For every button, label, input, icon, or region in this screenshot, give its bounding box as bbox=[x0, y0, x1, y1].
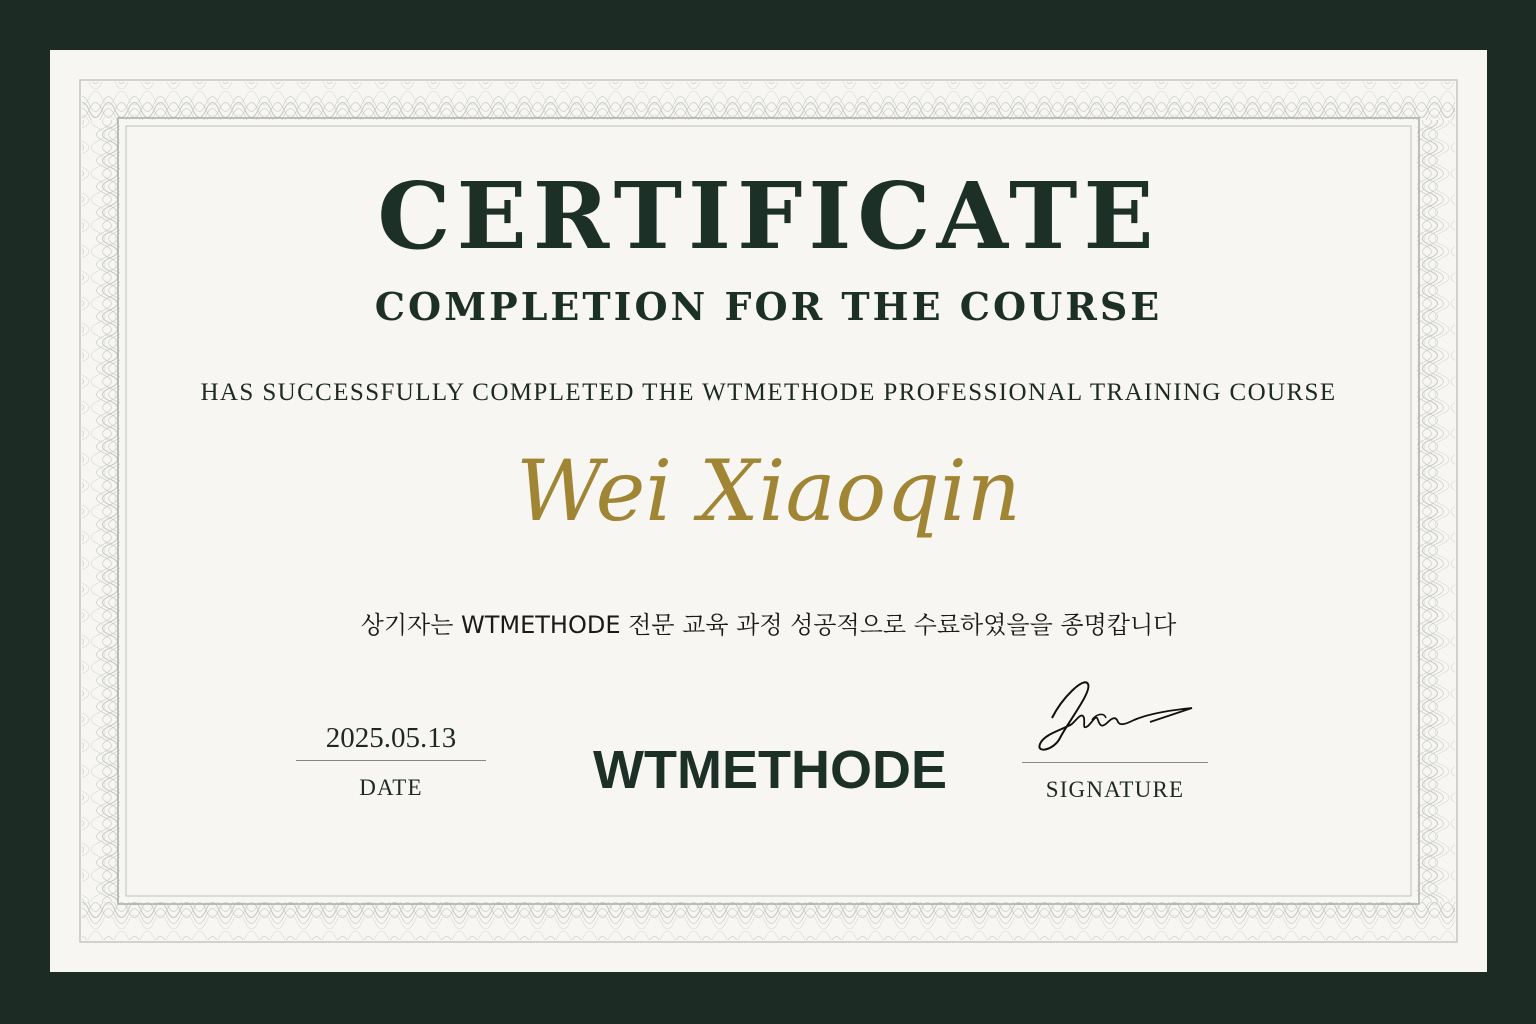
recipient-name: Wei Xiaoqin bbox=[516, 442, 1021, 540]
completion-statement: HAS SUCCESSFULLY COMPLETED THE WTMETHODE PROFESSIONAL TRAINING COURSE bbox=[200, 379, 1337, 406]
certificate-paper bbox=[50, 50, 1487, 972]
signature-line bbox=[1022, 762, 1208, 763]
date-label: DATE bbox=[359, 775, 423, 800]
date-block bbox=[296, 718, 486, 801]
brand-logo: WTMETHODE bbox=[593, 740, 947, 800]
certificate-subtitle: COMPLETION FOR THE COURSE bbox=[374, 284, 1163, 329]
signature-block bbox=[1022, 678, 1208, 803]
handwritten-signature-icon bbox=[1022, 678, 1208, 760]
signature-graphic bbox=[1022, 678, 1208, 760]
date-line bbox=[296, 760, 486, 761]
certificate-title: CERTIFICATE bbox=[377, 162, 1160, 270]
signature-label: SIGNATURE bbox=[1045, 777, 1185, 802]
korean-statement: 상기자는 WTMETHODE 전문 교육 과정 성공적으로 수료하였을을 종명캅니다 bbox=[360, 611, 1177, 639]
certificate-content bbox=[50, 50, 1487, 972]
date-value: 2025.05.13 bbox=[325, 722, 457, 754]
